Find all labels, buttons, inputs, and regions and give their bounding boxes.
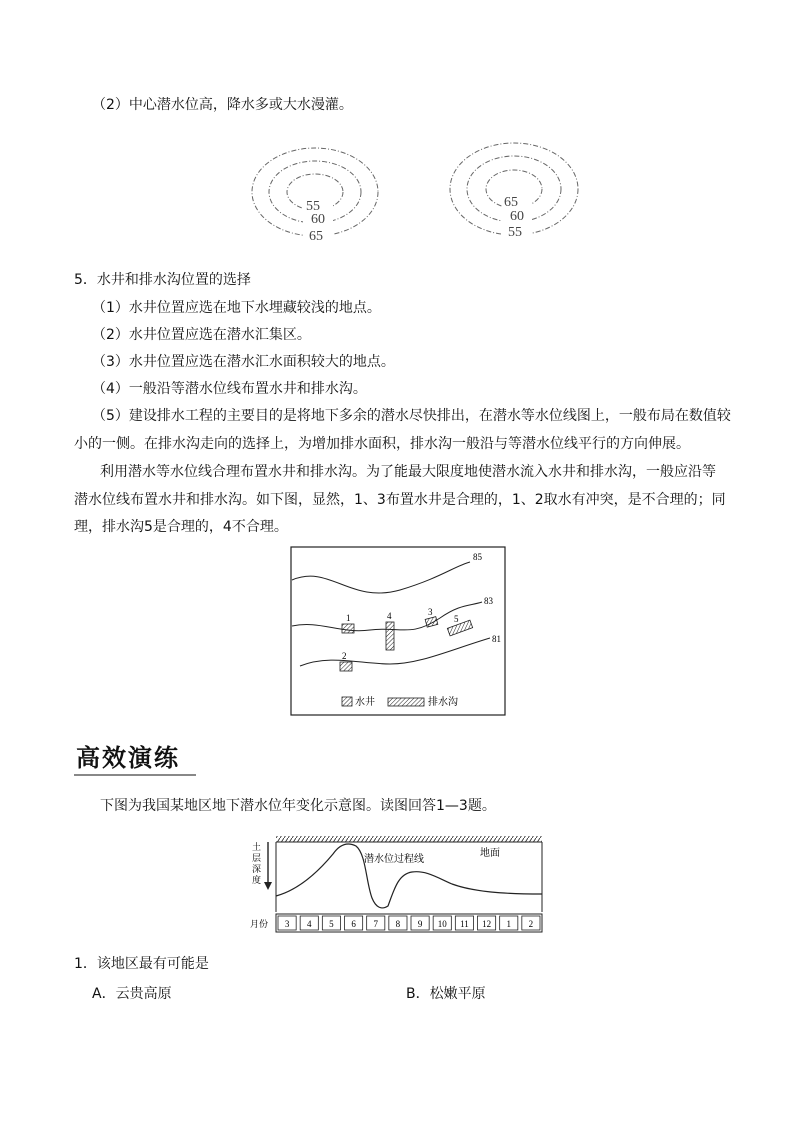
- contour-figure-left: [248, 140, 382, 250]
- well-1-label: 1: [346, 613, 351, 623]
- month-label: 8: [395, 919, 401, 929]
- month-label: 2: [528, 919, 534, 929]
- list-item-5-line-1: （5）建设排水工程的主要目的是将地下多余的潜水尽快排出，在潜水等水位线图上，一般布局在数值较: [92, 408, 731, 424]
- month-label: 6: [351, 919, 356, 929]
- contour-label-81: 81: [492, 634, 501, 644]
- well-1: [342, 624, 354, 633]
- contour-label-85: 85: [473, 552, 482, 562]
- month-label: 3: [284, 919, 290, 929]
- option-a[interactable]: A．云贵高原: [92, 986, 172, 1002]
- month-label: 7: [373, 919, 378, 929]
- y-label-char-1: 土: [252, 842, 262, 852]
- well-ditch-map: [290, 546, 506, 716]
- section-heading: [74, 744, 196, 776]
- paragraph-line-1: 利用潜水等水位线合理布置水井和排水沟。为了能最大限度地使潜水流入水井和排水沟，一般应沿等: [100, 464, 716, 480]
- legend-well-swatch: [342, 697, 352, 706]
- question-1: 1．该地区最有可能是: [74, 956, 209, 972]
- well-2-label: 2: [342, 651, 347, 661]
- list-item-3: （3）水井位置应选在潜水汇水面积较大的地点。: [92, 354, 395, 370]
- contour-left-label-inner: 55: [306, 199, 320, 214]
- section-heading-text: 高效演练: [76, 743, 180, 772]
- contour-right-label-outer: 55: [508, 225, 522, 240]
- list-item-5-line-2: 小的一侧。在排水沟走向的选择上，为增加排水面积，排水沟一般沿与等潜水位线平行的方向伸展。: [74, 436, 690, 452]
- contour-right-label-inner: 65: [504, 195, 518, 210]
- section-heading-rule: [74, 774, 196, 776]
- list-item-1: （1）水井位置应选在地下水埋藏较浅的地点。: [92, 300, 381, 316]
- month-label: 5: [329, 919, 334, 929]
- curve-label: 潜水位过程线: [364, 854, 424, 865]
- month-label: 12: [482, 919, 492, 929]
- ditch-4: [386, 622, 394, 650]
- depth-arrow-head: [264, 882, 272, 890]
- paragraph-line-2: 潜水位线布置水井和排水沟。如下图，显然，1、3布置水井是合理的，1、2取水有冲突，是不合理的；同: [74, 492, 726, 508]
- contour-left-label-outer: 65: [309, 229, 323, 244]
- legend-ditch-label: 排水沟: [428, 697, 458, 708]
- ditch-4-label: 4: [387, 611, 392, 621]
- water-table-chart: [248, 832, 544, 936]
- ditch-5-label: 5: [454, 614, 459, 624]
- month-label: 1: [506, 919, 511, 929]
- legend-ditch-swatch: [388, 698, 424, 706]
- paragraph-line-3: 理，排水沟5是合理的，4不合理。: [74, 519, 288, 535]
- month-label: 4: [307, 919, 312, 929]
- month-cells: [276, 914, 542, 932]
- well-2: [340, 662, 352, 671]
- well-3-label: 3: [428, 607, 433, 617]
- contour-label-83: 83: [484, 596, 493, 606]
- option-b[interactable]: B．松嫩平原: [406, 986, 486, 1002]
- contour-right-label-mid: 60: [510, 209, 524, 224]
- contour-left-label-mid: 60: [311, 212, 325, 227]
- month-axis-label: 月份: [250, 919, 269, 929]
- y-label-char-2: 层: [252, 853, 262, 863]
- contour-figure-right: [446, 134, 582, 248]
- month-label: 11: [460, 919, 469, 929]
- y-label-char-3: 深: [252, 864, 262, 874]
- list-item-4: （4）一般沿等潜水位线布置水井和排水沟。: [92, 381, 367, 397]
- ground-surface-label: 地面: [480, 848, 500, 859]
- y-label-char-4: 度: [252, 875, 262, 885]
- ground-surface-hatch: [276, 836, 542, 842]
- month-label: 10: [437, 919, 447, 929]
- month-label: 9: [417, 919, 423, 929]
- question-intro: 下图为我国某地区地下潜水位年变化示意图。读图回答1—3题。: [100, 798, 496, 814]
- legend-well-label: 水井: [355, 697, 375, 708]
- section-5-title: 5．水井和排水沟位置的选择: [74, 272, 251, 288]
- text-line-high-center: （2）中心潜水位高，降水多或大水漫灌。: [92, 97, 353, 113]
- list-item-2: （2）水井位置应选在潜水汇集区。: [92, 327, 311, 343]
